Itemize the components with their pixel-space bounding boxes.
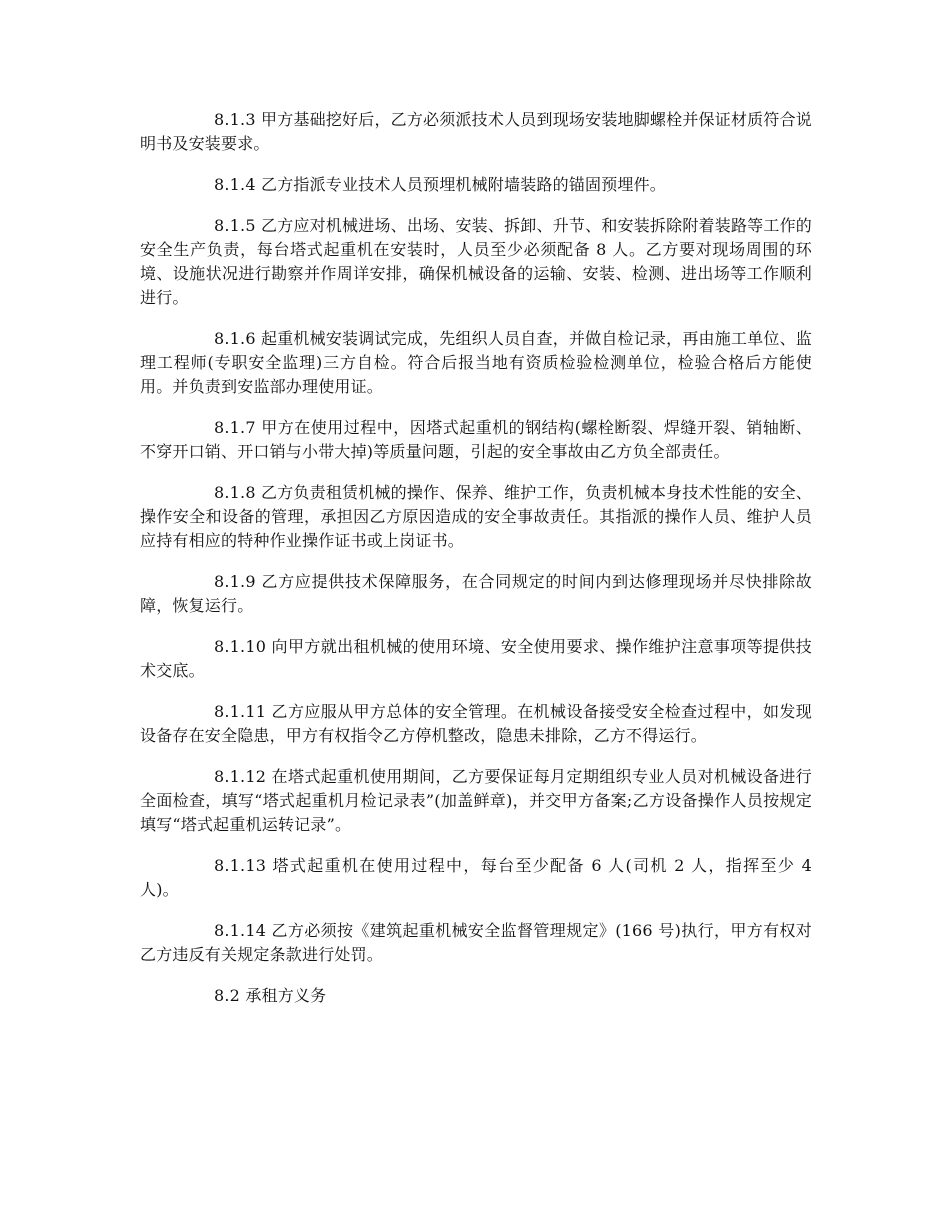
clause-8-1-3: 8.1.3 甲方基础挖好后，乙方必须派技术人员到现场安装地脚螺栓并保证材质符合说明书及安装要求。 [140,110,812,153]
clause-8-1-14: 8.1.14 乙方必须按《建筑起重机械安全监督管理规定》(166 号)执行，甲方有权对乙方违反有关规定条款进行处罚。 [140,921,812,964]
clause-8-1-10: 8.1.10 向甲方就出租机械的使用环境、安全使用要求、操作维护注意事项等提供技术交底。 [140,637,812,680]
clause-8-1-5: 8.1.5 乙方应对机械进场、出场、安装、拆卸、升节、和安装拆除附着装路等工作的安全生产负责，每台塔式起重机在安装时，人员至少必须配备 8 人。乙方要对现场周围的环境、设施状况进行勘察并作周详安排，确保机械设备的运输、安装、检测、进出场等工作顺利进行。 [140,216,812,307]
clause-8-1-6: 8.1.6 起重机械安装调试完成，先组织人员自查，并做自检记录，再由施工单位、监理工程师(专职安全监理)三方自检。符合后报当地有资质检验检测单位，检验合格后方能使用。并负责到安监部办理使用证。 [140,329,812,396]
clause-8-1-7: 8.1.7 甲方在使用过程中，因塔式起重机的钢结构(螺栓断裂、焊缝开裂、销轴断、不穿开口销、开口销与小带大掉)等质量问题，引起的安全事故由乙方负全部责任。 [140,418,812,461]
clause-8-1-8: 8.1.8 乙方负责租赁机械的操作、保养、维护工作，负责机械本身技术性能的安全、操作安全和设备的管理，承担因乙方原因造成的安全事故责任。其指派的操作人员、维护人员应持有相应的特种作业操作证书或上岗证书。 [140,483,812,550]
clause-8-1-11: 8.1.11 乙方应服从甲方总体的安全管理。在机械设备接受安全检查过程中，如发现设备存在安全隐患，甲方有权指令乙方停机整改，隐患未排除，乙方不得运行。 [140,702,812,745]
clause-8-1-13: 8.1.13 塔式起重机在使用过程中，每台至少配备 6 人(司机 2 人，指挥至少 4 人)。 [140,856,812,899]
document-page [140,108,812,1025]
section-heading-8-2: 8.2 承租方义务 [214,986,327,1005]
clause-8-1-9: 8.1.9 乙方应提供技术保障服务，在合同规定的时间内到达修理现场并尽快排除故障，恢复运行。 [140,572,812,615]
clause-8-1-4: 8.1.4 乙方指派专业技术人员预埋机械附墙装路的锚固预埋件。 [214,175,666,194]
clause-8-1-12: 8.1.12 在塔式起重机使用期间，乙方要保证每月定期组织专业人员对机械设备进行全面检查，填写“塔式起重机月检记录表”(加盖鲜章)，并交甲方备案;乙方设备操作人员按规定填写“塔式起重机运转记录”。 [140,767,812,834]
